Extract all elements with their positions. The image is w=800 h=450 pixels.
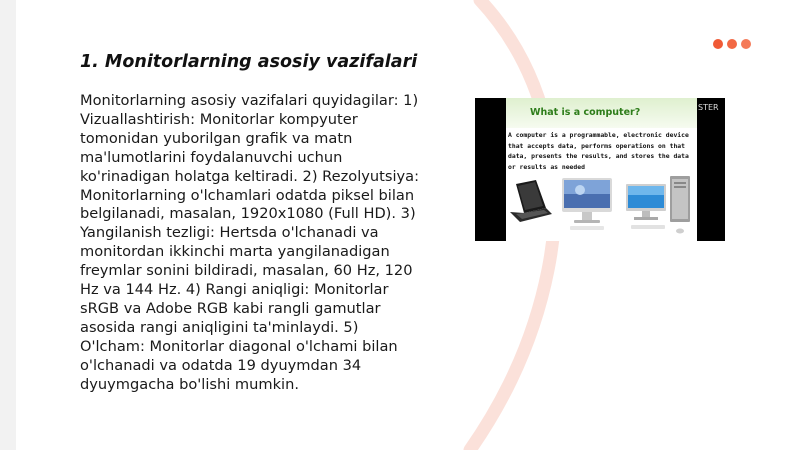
illustration-description: A computer is a programmable, electronic device that accepts data, performs operations on that data, presents the results, and stores the data or results as needed bbox=[508, 131, 689, 171]
computer-illustration bbox=[475, 98, 725, 241]
illustration-panel bbox=[506, 98, 697, 241]
dot-1 bbox=[713, 39, 723, 49]
laptop-icon bbox=[510, 180, 552, 222]
illustration-side-label: STER bbox=[698, 103, 719, 112]
left-margin-strip bbox=[0, 0, 16, 450]
slide-title: 1. Monitorlarning asosiy vazifalari bbox=[80, 52, 418, 72]
pc-tower-icon bbox=[626, 176, 690, 234]
desktop-computer-icon bbox=[562, 178, 612, 230]
dot-3 bbox=[741, 39, 751, 49]
dot-2 bbox=[727, 39, 737, 49]
decorative-dots bbox=[713, 39, 751, 49]
slide-body-text: Monitorlarning asosiy vazifalari quyidagilar: 1) Vizuallashtirish: Monitorlar kompyuter tomonidan yuborilgan grafik va matn ma'lumotlarini foydalanuvchi uchun ko'rinadigan holatga keltiradi. 2) Rezolyutsiya: Monitorlarning o'lchamlari odatda piksel bilan belgilanadi, masalan, 1920x1080 (Full HD). 3) Yangilanish tezligi: Hertsda o'lchanadi va monitordan ikkinchi marta yangilanadigan freymlar sonini bildiradi, masalan, 60 Hz, 120 Hz va 144 Hz. 4) Rangi aniqligi: Monitorlar sRGB va Adobe RGB kabi rangli gamutlar asosida rangi aniqligini ta'minlaydi. 5) O'lcham: Monitorlar diagonal o'lchami bilan o'lchanadi va odatda 19 dyuymdan 34 dyuymgacha bo'lishi mumkin. bbox=[80, 92, 420, 393]
illustration-heading: What is a computer? bbox=[530, 107, 641, 118]
computer-devices-art bbox=[506, 176, 697, 238]
